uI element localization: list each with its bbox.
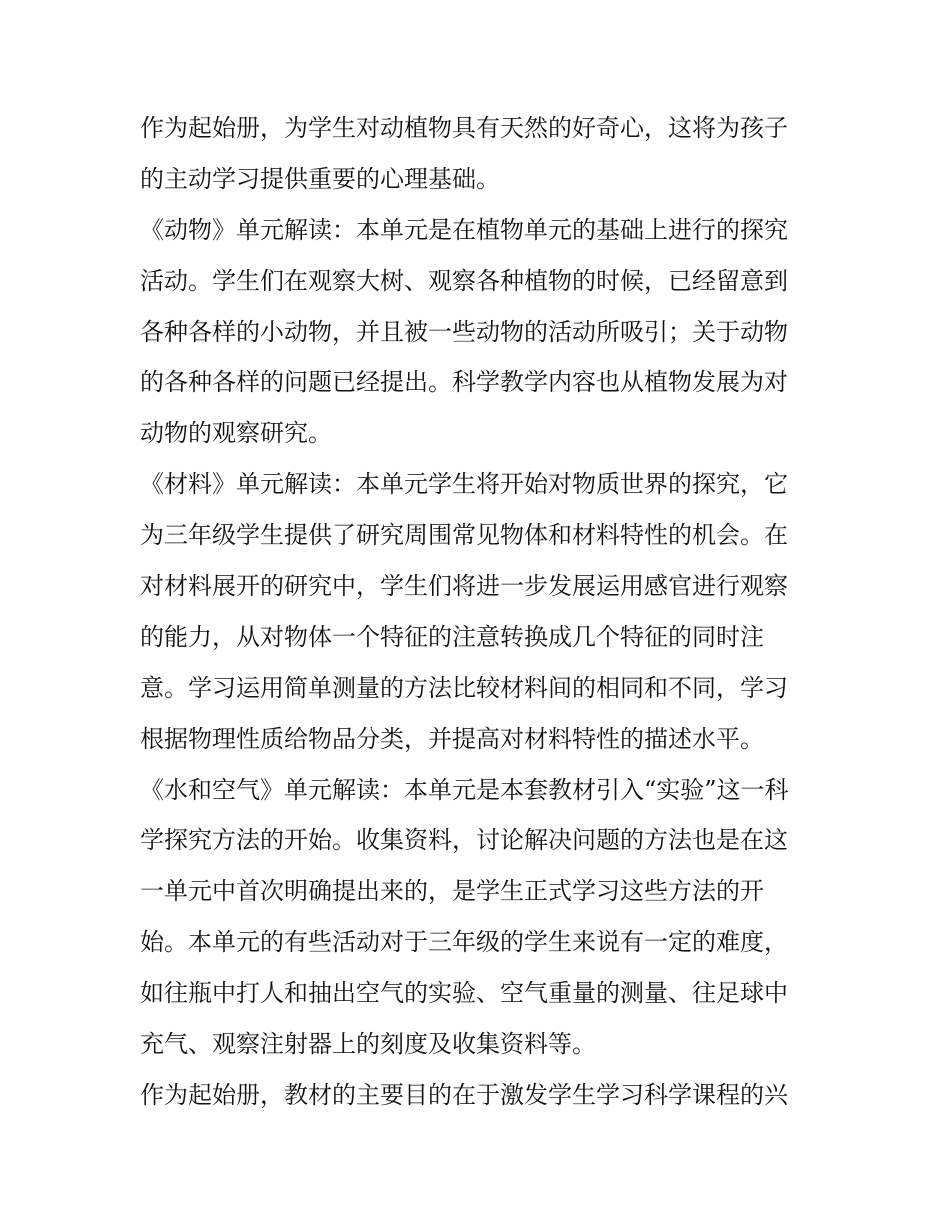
text-line: 意。学习运用简单测量的方法比较材料间的相同和不同，学习 (140, 673, 788, 702)
text-line: 的各种各样的问题已经提出。科学教学内容也从植物发展为对 (140, 368, 788, 397)
text-line: 根据物理性质给物品分类，并提高对材料特性的描述水平。 (140, 724, 764, 753)
text-line: 作为起始册，为学生对动植物具有天然的好奇心，这将为孩子 (140, 114, 788, 142)
text-line: 《动物》单元解读：本单元是在植物单元的基础上进行的探究 (140, 215, 788, 244)
text-line: 《水和空气》单元解读：本单元是本套教材引入“实验”这一科 (140, 775, 789, 804)
text-line: 的主动学习提供重要的心理基础。 (140, 164, 500, 193)
text-line: 各种各样的小动物，并且被一些动物的活动所吸引；关于动物 (140, 317, 788, 346)
text-line: 对材料展开的研究中，学生们将进一步发展运用感官进行观察 (140, 572, 788, 601)
text-line: 为三年级学生提供了研究周围常见物体和材料特性的机会。在 (140, 521, 788, 550)
text-line: 充气、观察注射器上的刻度及收集资料等。 (140, 1030, 596, 1059)
body-text (140, 103, 812, 1121)
text-line: 动物的观察研究。 (140, 419, 332, 448)
text-line: 一单元中首次明确提出来的，是学生正式学习这些方法的开 (140, 877, 764, 906)
text-line: 如往瓶中打人和抽出空气的实验、空气重量的测量、往足球中 (140, 979, 788, 1008)
text-line: 《材料》单元解读：本单元学生将开始对物质世界的探究，它 (140, 470, 788, 499)
text-line: 始。本单元的有些活动对于三年级的学生来说有一定的难度， (140, 928, 788, 957)
text-line: 活动。学生们在观察大树、观察各种植物的时候，已经留意到 (140, 266, 788, 295)
text-line: 学探究方法的开始。收集资料，讨论解决问题的方法也是在这 (140, 826, 788, 855)
text-line: 作为起始册，教材的主要目的在于激发学生学习科学课程的兴 (140, 1080, 788, 1109)
text-line: 的能力，从对物体一个特征的注意转换成几个特征的同时注 (140, 622, 764, 651)
